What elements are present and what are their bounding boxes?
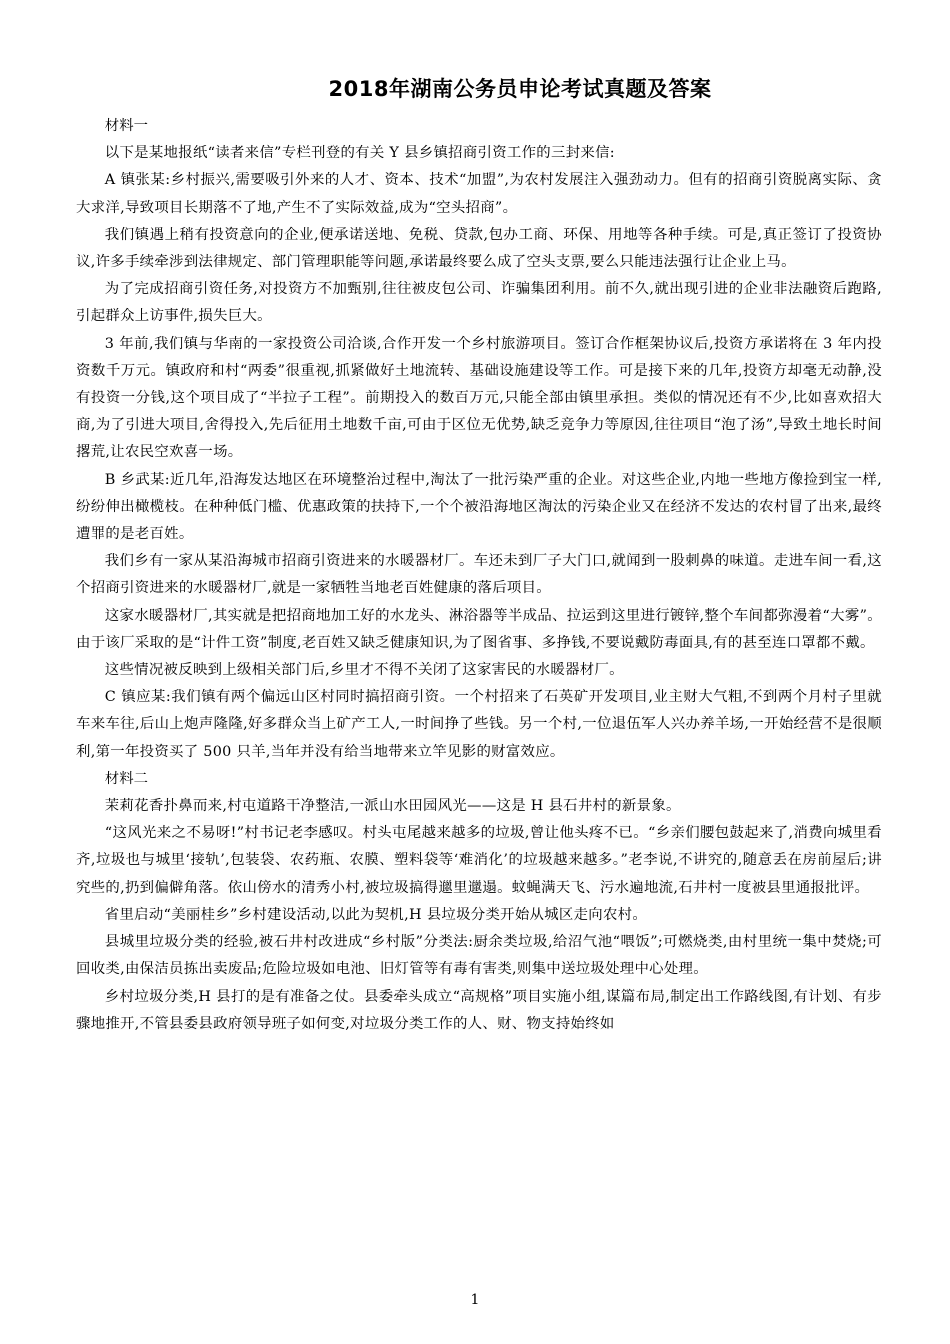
paragraph: 县城里垃圾分类的经验,被石井村改进成“乡村版”分类法:厨余类垃圾,给沼气池“喂饭”;可燃烧类,由村里统一集中焚烧;可回收类,由保洁员拣出卖废品;危险垃圾如电池、旧灯管等有毒有害类,则集中送垃圾处理中心处理。 xyxy=(76,934,882,978)
section-heading: 材料二 xyxy=(104,770,148,787)
document-body xyxy=(76,113,882,1038)
paragraph: 乡村垃圾分类,H 县打的是有准备之仗。县委牵头成立“高规格”项目实施小组,谋篇布局,制定出工作路线图,有计划、有步骤地推开,不管县委县政府领导班子如何变,对垃圾分类工作的人、财、物支持始终如 xyxy=(76,988,882,1032)
paragraph: “这风光来之不易呀!”村书记老李感叹。村头屯尾越来越多的垃圾,曾让他头疼不已。“乡亲们腰包鼓起来了,消费向城里看齐,垃圾也与城里‘接轨’,包装袋、农药瓶、农膜、塑料袋等‘难消化’的垃圾越来越多。”老李说,不讲究的,随意丢在房前屋后;讲究些的,扔到偏僻角落。依山傍水的清秀小村,被垃圾搞得邋里邋遢。蚊蝇满天飞、污水遍地流,石井村一度被县里通报批评。 xyxy=(76,825,882,896)
paragraph: 3 年前,我们镇与华南的一家投资公司洽谈,合作开发一个乡村旅游项目。签订合作框架协议后,投资方承诺将在 3 年内投资数千万元。镇政府和村“两委”很重视,抓紧做好土地流转、基础设施建设等工作。可是接下来的几年,投资方却毫无动静,没有投资一分钱,这个项目成了“半拉子工程”。前期投入的数百万元,只能全部由镇里承担。类似的情况还有不少,比如喜欢招大商,为了引进大项目,舍得投入,先后征用土地数千亩,可由于区位无优势,缺乏竞争力等原因,往往项目“泡了汤”,导致土地长时间撂荒,让农民空欢喜一场。 xyxy=(76,335,882,461)
paragraph: 茉莉花香扑鼻而来,村屯道路干净整洁,一派山水田园风光——这是 H 县石井村的新景象。 xyxy=(104,798,681,815)
paragraph: 省里启动“美丽桂乡”乡村建设活动,以此为契机,H 县垃圾分类开始从城区走向农村。 xyxy=(104,906,648,923)
paragraph: 我们镇遇上稍有投资意向的企业,便承诺送地、免税、贷款,包办工商、环保、用地等各种手续。可是,真正签订了投资协议,许多手续牵涉到法律规定、部门管理职能等问题,承诺最终要么成了空头支票,要么只能违法强行让企业上马。 xyxy=(76,226,882,271)
paragraph: 这些情况被反映到上级相关部门后,乡里才不得不关闭了这家害民的水暖器材厂。 xyxy=(104,662,624,679)
paragraph: 这家水暖器材厂,其实就是把招商地加工好的水龙头、淋浴器等半成品、拉运到这里进行镀锌,整个车间都弥漫着“大雾”。由于该厂采取的是“计件工资”制度,老百姓又缺乏健康知识,为了图省事、多挣钱,不要说戴防毒面具,有的甚至连口罩都不戴。 xyxy=(76,607,882,651)
paragraph: 为了完成招商引资任务,对投资方不加甄别,往往被皮包公司、诈骗集团利用。前不久,就出现引进的企业非法融资后跑路,引起群众上访事件,损失巨大。 xyxy=(76,281,882,325)
paragraph: B 乡武某:近几年,沿海发达地区在环境整治过程中,淘汰了一批污染严重的企业。对这些企业,内地一些地方像捡到宝一样,纷纷伸出橄榄枝。在种种低门槛、优惠政策的扶持下,一个个被沿海地区淘汰的污染企业又在经济不发达的农村冒了出来,最终遭罪的是老百姓。 xyxy=(76,471,882,543)
paragraph: C 镇应某:我们镇有两个偏远山区村同时搞招商引资。一个村招来了石英矿开发项目,业主财大气粗,不到两个月村子里就车来车往,后山上炮声隆隆,好多群众当上矿产工人,一时间挣了些钱。另一个村,一位退伍军人兴办养羊场,一开始经营不是很顺利,第一年投资买了 500 只羊,当年并没有给当地带来立竿见影的财富效应。 xyxy=(76,689,882,760)
paragraph: A 镇张某:乡村振兴,需要吸引外来的人才、资本、技术“加盟”,为农村发展注入强劲动力。但有的招商引资脱离实际、贪大求洋,导致项目长期落不了地,产生不了实际效益,成为“空头招商”。 xyxy=(76,172,882,216)
paragraph: 以下是某地报纸“读者来信”专栏刊登的有关 Y 县乡镇招商引资工作的三封来信: xyxy=(104,145,615,162)
section-heading: 材料一 xyxy=(104,118,148,134)
paragraph: 我们乡有一家从某沿海城市招商引资进来的水暖器材厂。车还未到厂子大门口,就闻到一股刺鼻的味道。走进车间一看,这个招商引资进来的水暖器材厂,就是一家牺牲当地老百姓健康的落后项目。 xyxy=(76,553,882,597)
page-number: 1 xyxy=(470,1292,480,1308)
document-title: 2018年湖南公务员申论考试真题及答案 xyxy=(328,77,712,101)
